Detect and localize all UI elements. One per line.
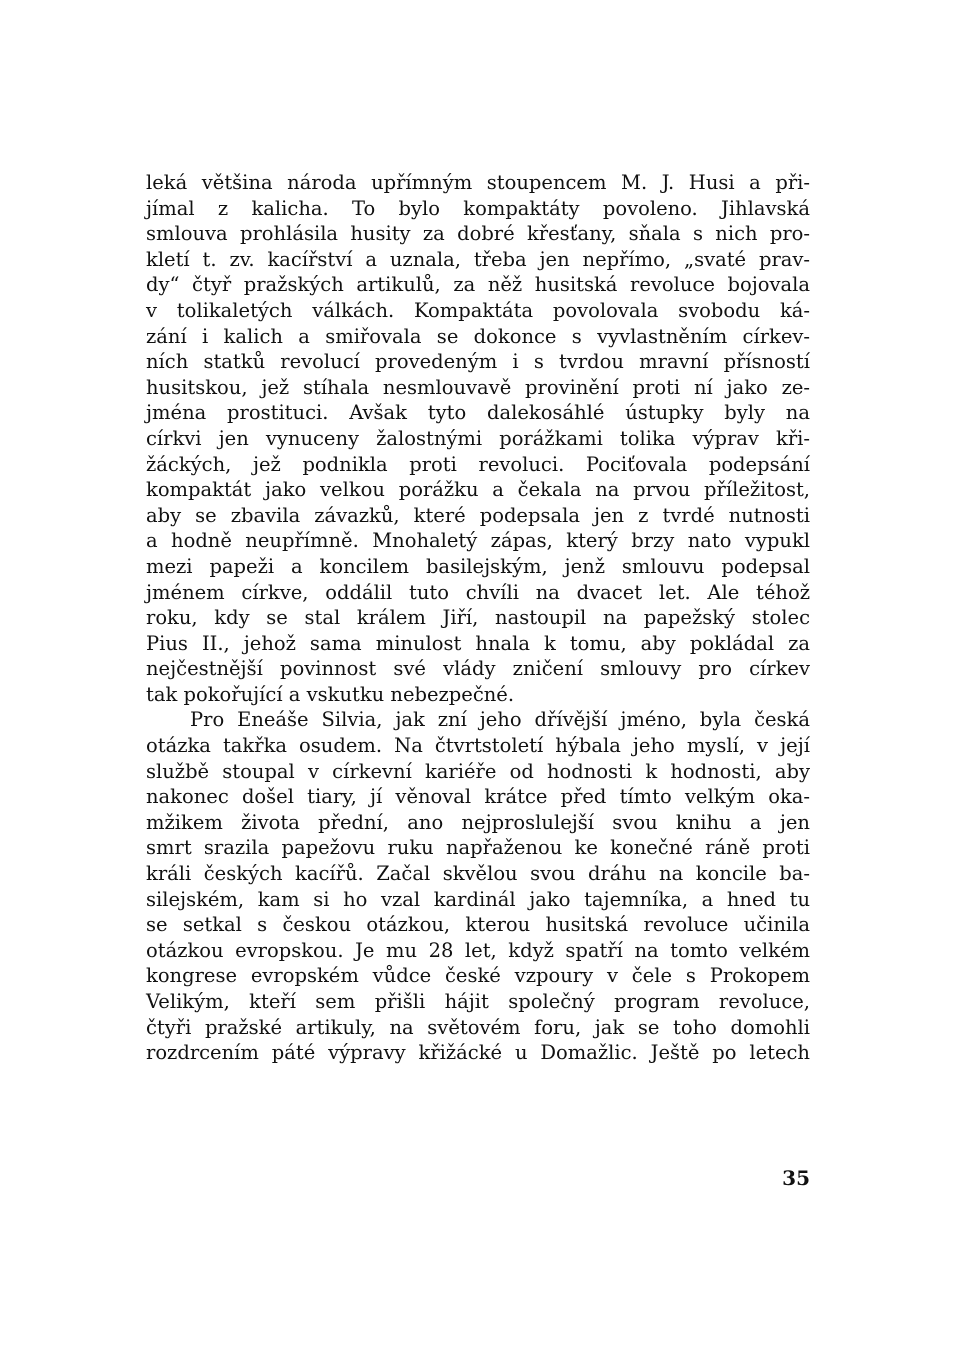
- text-line: v tolikaletých válkách. Kompaktáta povolovala svobodu ká-: [146, 298, 810, 322]
- text-line: otázka takřka osudem. Na čtvrtstoletí hýbala jeho myslí, v její: [146, 734, 810, 758]
- text-line: králi českých kacířů. Začal skvělou svou dráhu na koncile ba-: [146, 862, 810, 886]
- text-line: smrt srazila papežovu ruku napřaženou ke konečné ráně proti: [146, 836, 810, 860]
- text-line: tak pokořující a vskutku nebezpečné.: [146, 682, 515, 706]
- text-line: církvi jen vynuceny žalostnými porážkami tolika výprav kři-: [146, 426, 810, 450]
- page-number: 35: [782, 1166, 810, 1190]
- text-line: kongrese evropském vůdce české vzpoury v čele s Prokopem: [146, 964, 810, 988]
- text-line: dy“ čtyř pražských artikulů, za něž husitská revoluce bojovala: [146, 273, 810, 297]
- text-line: rozdrcením páté výpravy křižácké u Domažlic. Ještě po letech: [146, 1041, 810, 1065]
- text-line: Pro Eneáše Silvia, jak zní jeho dřívější jméno, byla česká: [190, 708, 810, 732]
- text-line: službě stoupal v církevní kariéře od hodnosti k hodnosti, aby: [146, 759, 810, 783]
- text-line: roku, kdy se stal králem Jiří, nastoupil na papežský stolec: [146, 606, 810, 630]
- text-line: kletí t. zv. kacířství a uznala, třeba jen nepřímo, „svaté prav-: [146, 247, 810, 271]
- text-line: Velikým, kteří sem přišli hájit společný program revoluce,: [146, 990, 810, 1013]
- text-line: otázkou evropskou. Je mu 28 let, když spatří na tomto velkém: [146, 938, 810, 962]
- text-line: Pius II., jehož sama minulost hnala k tomu, aby pokládal za: [146, 631, 810, 655]
- text-line: kompaktát jako velkou porážku a čekala na prvou příležitost,: [146, 478, 810, 502]
- text-line: leká většina národa upřímným stoupencem M. J. Husi a při-: [146, 171, 810, 194]
- text-line: ních statků revolucí provedeným i s tvrdou mravní přísností: [146, 350, 810, 374]
- text-line: a hodně neupřímně. Mnohaletý zápas, který brzy nato vypukl: [146, 529, 810, 553]
- text-line: čtyři pražské artikuly, na světovém foru, jak se toho domohli: [146, 1015, 810, 1039]
- text-line: nejčestnější povinnost své vlády zničení smlouvy pro církev: [146, 657, 810, 681]
- text-line: se setkal s českou otázkou, kterou husitská revoluce učinila: [146, 913, 810, 937]
- text-line: nakonec došel tiary, jí věnoval krátce před tímto velkým oka-: [146, 785, 810, 809]
- text-line: mžikem života přední, ano nejproslulejší svou knihu a jen: [146, 810, 810, 834]
- body-text: [146, 170, 810, 1066]
- paragraph: [146, 170, 810, 707]
- text-line: jména prostituci. Avšak tyto dalekosáhlé ústupky byly na: [146, 401, 810, 425]
- text-line: mezi papeži a koncilem basilejským, jenž smlouvu podepsal: [146, 554, 810, 578]
- text-line: smlouva prohlásila husity za dobré křesťany, sňala s nich pro-: [146, 222, 810, 246]
- text-line: husitskou, jež stíhala nesmlouvavě provinění proti ní jako ze-: [146, 375, 810, 399]
- text-line: jménem církve, oddálil tuto chvíli na dvacet let. Ale téhož: [146, 580, 810, 604]
- text-line: žáckých, jež podnikla proti revoluci. Pociťovala podepsání: [146, 452, 810, 476]
- text-line: aby se zbavila závazků, které podepsala jen z tvrdé nutnosti: [146, 503, 810, 527]
- text-line: zání i kalich a smiřovala se dokonce s vyvlastněním církev-: [146, 324, 810, 348]
- text-line: silejském, kam si ho vzal kardinál jako tajemníka, a hned tu: [146, 887, 810, 911]
- text-line: jímal z kalicha. To bylo kompaktáty povoleno. Jihlavská: [146, 196, 810, 220]
- paragraph: [146, 707, 810, 1065]
